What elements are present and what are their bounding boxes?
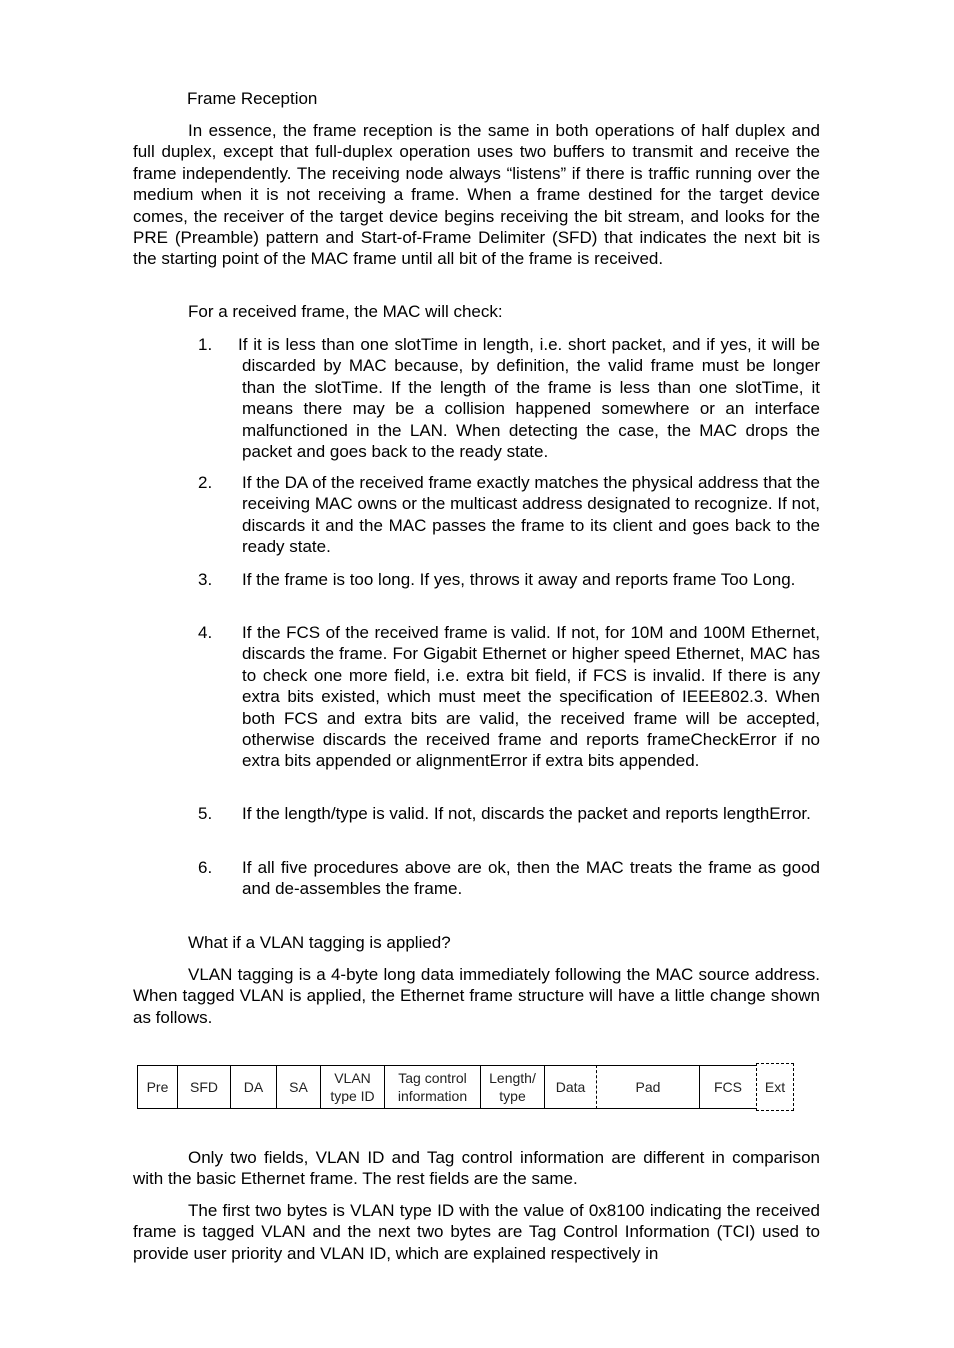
- frame-field-da: [230, 1065, 276, 1109]
- list-number: 2.: [198, 473, 213, 492]
- field-label: Tag control: [398, 1070, 467, 1086]
- frame-field-vlan-type-id: [320, 1065, 384, 1109]
- list-text: If it is less than one slotTime in length, i.e. short packet, and if yes, it will be discarded by MAC because, by definition, the valid frame must be longer than the slotTime. If the length of the frame is less than one slotTime, it means there may be a collision happened somewhere or an interface malfunctioned in the LAN. When detecting the case, the MAC drops the packet and goes back to the ready state.: [238, 335, 820, 462]
- field-label: DA: [243, 1079, 264, 1095]
- frame-field-pad: [596, 1065, 699, 1109]
- list-text: If the FCS of the received frame is valid. If not, for 10M and 100M Ethernet, discards the frame. For Gigabit Ethernet or higher speed Ethernet, MAC has to check one more field, i.e. extra bit field, if FCS is invalid. If there is any extra bits existed, which must meet the specification of IEEE802.3. When both FCS and extra bits are valid, the received frame will be accepted, otherwise discards the received frame and reports frameCheckError if no extra bits appended or alignmentError if extra bits appended.: [242, 623, 820, 771]
- field-label: VLAN: [334, 1070, 371, 1086]
- frame-field-data: [544, 1065, 596, 1109]
- field-label: Pad: [635, 1079, 661, 1095]
- section-heading: Frame Reception: [187, 89, 318, 108]
- fields-paragraph: Only two fields, VLAN ID and Tag control information are different in comparison with the basic Ethernet frame. The rest fields are the same.: [133, 1148, 820, 1189]
- frame-field-fcs: [699, 1065, 756, 1109]
- vlan-frame-diagram: [137, 1063, 795, 1111]
- field-label-line2: type ID: [330, 1088, 375, 1104]
- field-label: SFD: [190, 1079, 218, 1095]
- vlan-paragraph: VLAN tagging is a 4-byte long data immediately following the MAC source address. When tagged VLAN is applied, the Ethernet frame structure will have a little change shown as follows.: [133, 965, 820, 1027]
- field-label: Ext: [764, 1079, 786, 1095]
- field-label: SA: [289, 1079, 308, 1095]
- list-text: If the length/type is valid. If not, discards the packet and reports lengthError.: [242, 804, 811, 823]
- list-number: 6.: [198, 858, 213, 877]
- check-lead: For a received frame, the MAC will check:: [188, 302, 503, 321]
- list-number: 4.: [198, 623, 213, 642]
- vlan-heading: What if a VLAN tagging is applied?: [188, 933, 451, 952]
- frame-field-length-type: [480, 1065, 544, 1109]
- frame-field-sa: [276, 1065, 320, 1109]
- intro-paragraph: In essence, the frame reception is the same in both operations of half duplex and full duplex, except that full-duplex operation uses two buffers to transmit and receive the frame independently. The receiving node always “listens” if there is traffic running over the medium when it is not receiving a frame. When a frame destined for the target device comes, the receiver of the target device begins receiving the bit stream, and looks for the PRE (Preamble) pattern and Start-of-Frame Delimiter (SFD) that indicates the next bit is the starting point of the MAC frame until all bit of the frame is received.: [133, 121, 820, 269]
- field-label: Data: [555, 1079, 586, 1095]
- field-label: Length/: [489, 1070, 536, 1086]
- list-text: If the DA of the received frame exactly matches the physical address that the receiving MAC owns or the multicast address designated to recognize. If not, discards it and the MAC passes the frame to its client and goes back to the ready state.: [242, 473, 820, 557]
- frame-field-ext: [756, 1063, 794, 1111]
- list-number: 3.: [198, 570, 213, 589]
- field-label: FCS: [714, 1079, 742, 1095]
- list-number: 1.: [198, 335, 213, 354]
- field-label-line2: information: [397, 1088, 468, 1104]
- frame-field-tag-control: [384, 1065, 480, 1109]
- list-text: If the frame is too long. If yes, throws it away and reports frame Too Long.: [242, 570, 796, 589]
- bytes-paragraph: The first two bytes is VLAN type ID with the value of 0x8100 indicating the received frame is tagged VLAN and the next two bytes are Tag Control Information (TCI) used to provide user priority and VLAN ID, which are explained respectively in: [133, 1201, 820, 1263]
- field-label-line2: type: [499, 1088, 526, 1104]
- field-label: Pre: [146, 1079, 169, 1095]
- list-number: 5.: [198, 804, 213, 823]
- frame-field-pre: [137, 1065, 177, 1109]
- list-text: If all five procedures above are ok, then the MAC treats the frame as good and de-assembles the frame.: [242, 858, 820, 899]
- frame-field-sfd: [177, 1065, 230, 1109]
